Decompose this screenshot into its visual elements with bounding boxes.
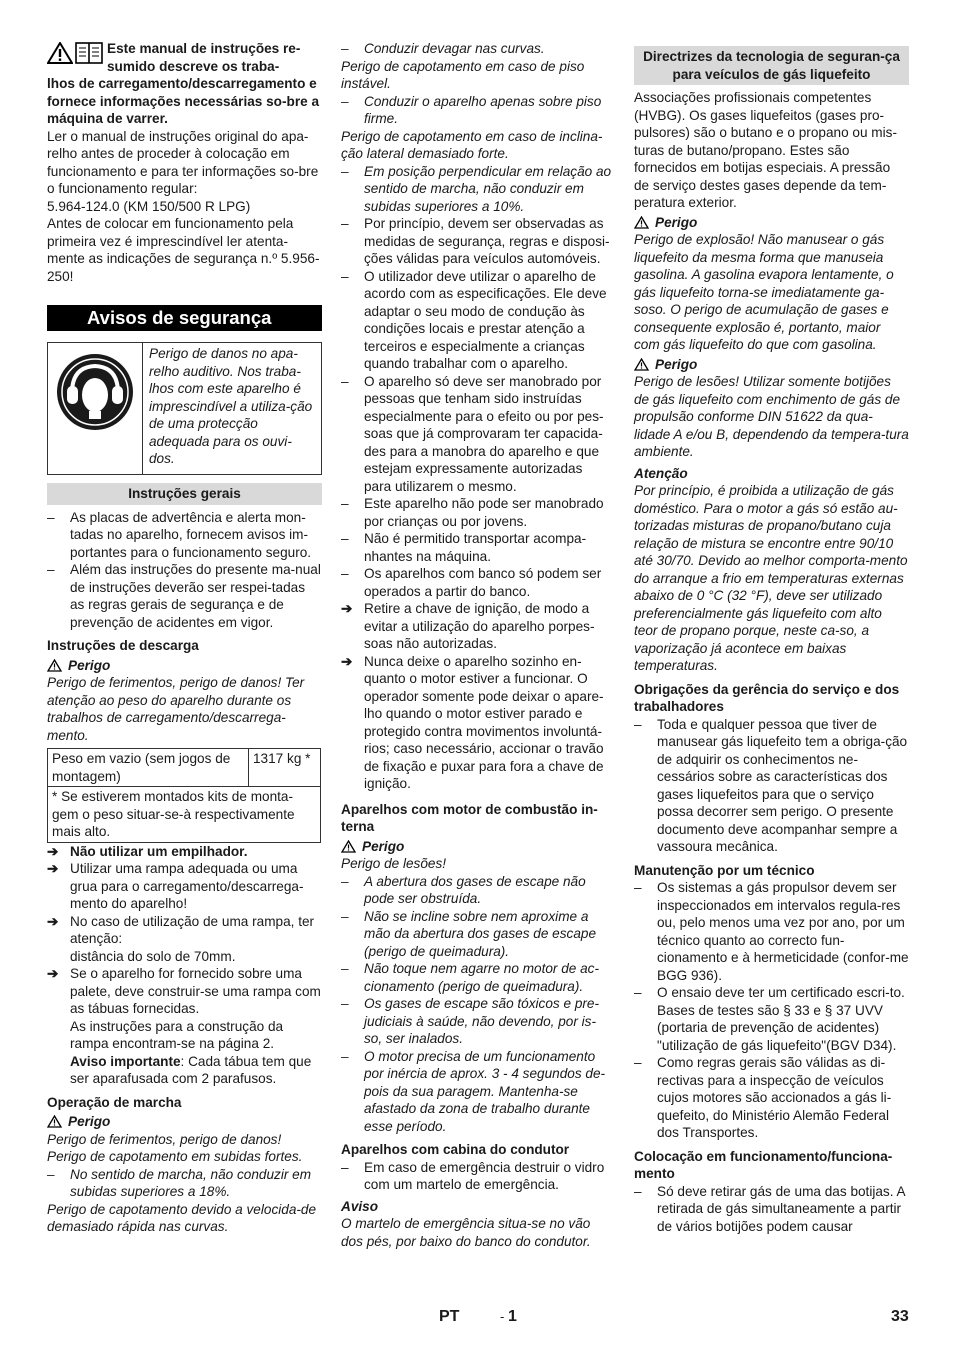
warning-triangle-icon xyxy=(47,659,62,672)
list-item: – O ensaio deve ter um certificado escri-to. Bases de testes são § 33 e § 37 UVV (portaria de prevenção de acidentes) "utilização de gás liquefeito"(BGV D34). xyxy=(634,985,905,1053)
list-item: – Os aparelhos com banco só podem ser operados a partir do banco. xyxy=(341,566,602,599)
intro-paragraph-1: Ler o manual de instruções original do apa-relho antes de proceder à colocação em funcionamento e para ter informações so-bre o funcionamento regular: xyxy=(47,128,319,196)
list-item: – Como regras gerais são válidas as di-rectivas para a inspecção de veículos cujos motores são accionados a gás li-quefeito, do Ministério Alemão Federal dos Transportes. xyxy=(634,1055,892,1140)
warning-triangle-icon xyxy=(47,1115,62,1128)
driving-warning-2: Perigo de capotamento em subidas fortes. xyxy=(47,1149,303,1164)
danger-label: Perigo xyxy=(341,838,613,856)
notice-text: O martelo de emergência situa-se no vão dos pés, por baixo do banco do condutor. xyxy=(341,1216,591,1249)
unloading-warning-text: Perigo de ferimentos, perigo de danos! Ter atenção ao peso do aparelho durante os trabalhos de carregamento/descarrega-mento. xyxy=(47,675,305,743)
arrow-item: ➔ Não utilizar um empilhador. xyxy=(47,843,248,859)
footer-page-number: - 1 xyxy=(500,1308,517,1325)
list-item: – Não é permitido transportar acompa-nhantes na máquina. xyxy=(341,531,587,564)
arrow-item: ➔ Nunca deixe o aparelho sozinho en-quanto o motor estiver a funcionar. O operador somente pode deixar o apare-lho quando o motor estiver parado e protegido contra movimentos involuntá-rios; caso necessário, accionar o travão de fixação e puxar para fora a chave de ignição. xyxy=(341,653,604,791)
list-item: – Os sistemas a gás propulsor devem ser inspeccionados em intervalos regula-res ou, pelo menos uma vez por ano, por um técnico quanto ao correcto fun-cionamento e à hermeticidade (confor-me BGG 936). xyxy=(634,880,909,983)
list-item: – A abertura dos gases de escape não pode ser obstruída. xyxy=(341,873,586,906)
list-item: – Os gases de escape são tóxicos e pre-judiciais à saúde, não devendo, por is-so, ser inalados. xyxy=(341,996,599,1046)
weight-label-cell: Peso em vazio (sem jogos de montagem) xyxy=(48,749,249,787)
list-item: – Além das instruções do presente ma-nual de instruções deverão ser respei-tadas as regras gerais de segurança e de prevenção de acidentes em vigor. xyxy=(47,562,321,630)
warning-text: Perigo de capotamento em caso de piso instável. xyxy=(341,58,585,91)
list-item: – Não toque nem agarre no motor de ac-cionamento (perigo de queimadura). xyxy=(341,961,600,994)
weight-note-cell: * Se estiverem montados kits de monta-gem o peso situar-se-à respectivamente mais alto. xyxy=(48,787,321,843)
hearing-protection-box xyxy=(47,342,322,475)
danger-label: Perigo xyxy=(47,1113,322,1131)
driving-warning-1: Perigo de ferimentos, perigo de danos! xyxy=(47,1131,282,1147)
list-item: – Conduzir devagar nas curvas. xyxy=(341,41,545,56)
arrow-item: ➔ Utilizar uma rampa adequada ou uma grua para o carregamento/descarrega-mento do aparelho! xyxy=(47,861,304,911)
section-title-driving: Operação de marcha xyxy=(47,1094,182,1110)
intro-paragraph-3: Antes de colocar em funcionamento pela primeira vez é imprescindível ler atenta-mente as indicações de segurança n.º 5.956-250! xyxy=(47,216,320,284)
warning-triangle-icon xyxy=(634,216,649,229)
list-item: – O utilizador deve utilizar o aparelho de acordo com as especificações. Ele deve adaptar o seu modo de condução às condições locais e prestar atenção a terceiros e especialmente a crianças quando trabalhar com o aparelho. xyxy=(341,268,607,371)
hearing-protection-image xyxy=(48,343,143,474)
section-banner-safety: Avisos de segurança xyxy=(47,305,322,331)
list-item: – As placas de advertência e alerta mon-tadas no aparelho, fornecem avisos im-portantes para o funcionamento seguro. xyxy=(47,509,312,560)
list-item: – Em caso de emergência destruir o vidro com um martelo de emergência. xyxy=(341,1159,605,1192)
section-title-unloading: Instruções de descarga xyxy=(47,638,199,653)
footer-language: PT xyxy=(439,1308,460,1325)
list-item: – Conduzir o aparelho apenas sobre piso firme. xyxy=(341,93,602,126)
list-item: – O aparelho só deve ser manobrado por pessoas que tenham sido instruídas especialmente para o efeito ou por pes-soas que já comprovaram ter capacida-des para a manobra do aparelho e que estejam expressamente autorizadas para utilizarem o mesmo. xyxy=(341,373,604,494)
weight-table xyxy=(47,748,321,843)
warning-triangle-icon xyxy=(341,840,356,853)
warning-text: Perigo de capotamento em caso de inclina-ção lateral demasiado forte. xyxy=(341,128,603,161)
gas-bottle-warning: Perigo de lesões! Utilizar somente botijões de gás liquefeito com enchimento de gás de propulsão conforme DIN 51622 da qua-lidade A e/ou B, dependendo da tempera-tura ambiente. xyxy=(634,374,909,459)
danger-label: Perigo xyxy=(634,356,909,374)
notice-label: Aviso xyxy=(341,1198,379,1214)
list-item: – Em posição perpendicular em relação ao sentido de marcha, não conduzir em subidas superiores a 10%. xyxy=(341,163,612,214)
arrow-item: ➔ Retire a chave de ignição, de modo a evitar a utilização do aparelho porpes-soas não autorizadas. xyxy=(341,601,595,651)
caution-text: Por princípio, é proibida a utilização de gás doméstico. Para o motor a gás só estão au-torizadas misturas de propano/butano cuja relação de mistura se encontre entre 90/10 até 30/70. Devido ao melhor comporta-mento do arranque a frio em temperaturas externas abaixo de 0 °C (32 °F), deve ser utilizado preferencialmente gás liquefeito com alto teor de propano porque, neste ca-so, a vaporização já acontece em baixas temperaturas. xyxy=(634,483,908,673)
injury-warning: Perigo de lesões! xyxy=(341,856,447,871)
warning-triangle-icon xyxy=(634,358,649,371)
section-title-maintenance: Manutenção por um técnico xyxy=(634,862,815,878)
section-title-lpg-guidelines: Directrizes da tecnologia de seguran-ça para veículos de gás liquefeito xyxy=(634,46,909,85)
danger-label: Perigo xyxy=(634,214,909,232)
footer-page-total: 33 xyxy=(891,1308,909,1325)
list-item: – Toda e qualquer pessoa que tiver de manusear gás liquefeito tem a obriga-ção de adquirir os conhecimentos ne-cessários sobre as características dos gases liquefeitos para que o serviço possa decorrer sem perigo. O presente documento deve acompanhar sempre a vassoura mecânica. xyxy=(634,716,908,854)
list-item: – Não se incline sobre nem aproxime a mão da abertura dos gases de escape (perigo de queimadura). xyxy=(341,908,597,959)
column-2 xyxy=(341,40,613,1250)
weight-value-cell: 1317 kg * xyxy=(249,749,321,787)
list-item: – Só deve retirar gás de uma das botijas. A retirada de gás simultaneamente a partir de vários botijões podem causar xyxy=(634,1183,905,1234)
list-item: – O motor precisa de um funcionamento por inércia de aprox. 3 - 4 segundos de-pois da sua paragem. Mantenha-se afastado da zona de trabalho durante esse período. xyxy=(341,1048,606,1134)
arrow-item: ➔ Se o aparelho for fornecido sobre uma palete, deve construir-se uma rampa com as tábuas fornecidas. As instruções para a construção da rampa encontram-se na página 2. Aviso importante: Cada tábua tem que ser aparafusada com 2 parafusos. xyxy=(47,966,321,1086)
driving-warning-3: Perigo de capotamento devido a velocida-de demasiado rápida nas curvas. xyxy=(47,1201,317,1234)
intro-block xyxy=(47,40,322,75)
lpg-intro: Associações profissionais competentes (HVBG). Os gases liquefeitos (gases pro-pulsores) são o butano e o propano ou mis-turas de butano/propano. Estes são fornecidos em botijas especiais. A pressão de serviço destes gases depende da tem-peratura exterior. xyxy=(634,90,897,210)
danger-label: Perigo xyxy=(47,657,322,675)
intro-paragraph-2: 5.964-124.0 (KM 150/500 R LPG) xyxy=(47,198,251,214)
section-title-cabin: Aparelhos com cabina do condutor xyxy=(341,1142,570,1157)
section-title-operation: Colocação em funcionamento/funciona-mento xyxy=(634,1148,893,1181)
column-3 xyxy=(634,40,909,1235)
list-item: – Por princípio, devem ser observadas as medidas de segurança, regras e disposi-ções válidas para veículos automóveis. xyxy=(341,216,610,266)
hearing-protection-text: Perigo de danos no apa-relho auditivo. Nos traba-lhos com este aparelho é imprescindível a utiliza-ção de uma protecção adequada para os ouvi-dos. xyxy=(149,346,313,466)
intro-bold-1: Este manual de instruções re-sumido descreve os traba- xyxy=(107,41,301,74)
section-title-combustion: Aparelhos com motor de combustão in-terna xyxy=(341,801,598,834)
list-item: – Este aparelho não pode ser manobrado por crianças ou por jovens. xyxy=(341,496,604,529)
intro-bold-2: lhos de carregamento/descarregamento e fornece informações necessárias so-bre a máquina de varrer. xyxy=(47,76,320,126)
intro-icons xyxy=(47,40,103,75)
explosion-warning: Perigo de explosão! Não manusear o gás liquefeito da mesma forma que manuseia gasolina. A gasolina evapora lentamente, o gás liquefeito torna-se imediatamente ga-soso. O perigo de acumulação de gases e consequente explosão é, portanto, maior com gás liquefeito do que com gasolina. xyxy=(634,232,894,352)
warning-triangle-icon xyxy=(47,42,73,64)
ear-protection-icon xyxy=(56,353,134,431)
caution-label: Atenção xyxy=(634,465,688,481)
list-item: – No sentido de marcha, não conduzir em subidas superiores a 18%. xyxy=(47,1166,312,1199)
arrow-item: ➔ No caso de utilização de uma rampa, ter atenção: distância do solo de 70mm. xyxy=(47,913,315,964)
manual-book-icon xyxy=(75,42,103,64)
section-title-general: Instruções gerais xyxy=(47,483,322,505)
column-1 xyxy=(47,40,322,1236)
section-title-obligations: Obrigações da gerência do serviço e dos trabalhadores xyxy=(634,681,900,714)
